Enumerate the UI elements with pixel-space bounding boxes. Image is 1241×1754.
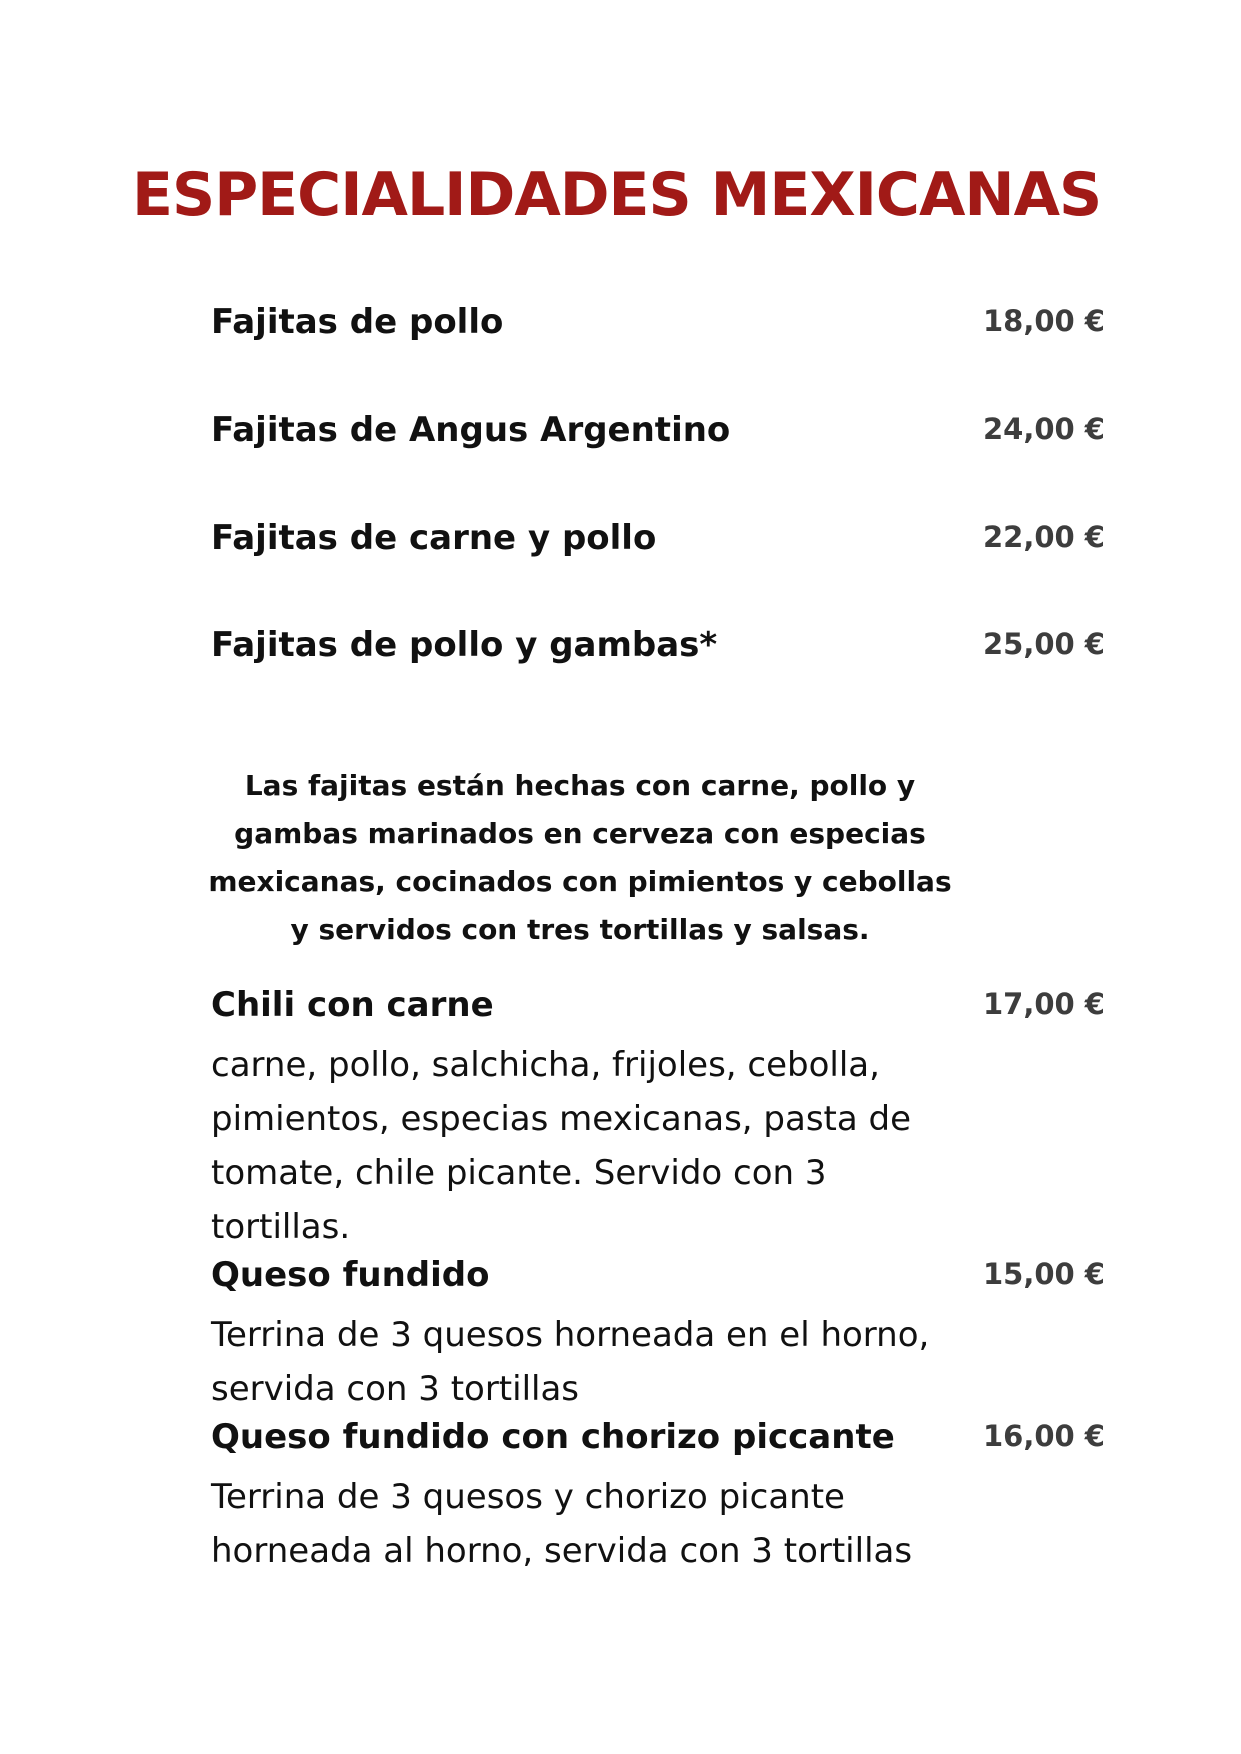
item-price: 22,00 € [982,520,1105,554]
menu-item-fajitas-pollo [211,302,1105,358]
menu-item-chili-con-carne [211,985,1105,1247]
item-price: 24,00 € [982,412,1105,446]
item-name: Queso fundido con chorizo piccante [211,1417,895,1457]
menu-item-fajitas-angus [211,410,1105,466]
page-title: ESPECIALIDADES MEXICANAS [132,160,1102,230]
item-price: 25,00 € [982,627,1105,661]
item-price: 17,00 € [982,987,1105,1021]
item-description: carne, pollo, salchicha, frijoles, cebolla, pimientos, especias mexicanas, pasta de tomate, chile picante. Servido con 3 tortillas. [211,1045,912,1247]
item-name: Chili con carne [211,985,494,1025]
menu-item-queso-fundido [211,1255,1105,1409]
item-description: Terrina de 3 quesos horneada en el horno, servida con 3 tortillas [211,1315,930,1409]
item-description: Terrina de 3 quesos y chorizo picante horneada al horno, servida con 3 tortillas [211,1477,913,1571]
menu-item-fajitas-pollo-gambas [211,625,1105,681]
item-name: Fajitas de carne y pollo [211,518,657,558]
fajitas-note: Las fajitas están hechas con carne, pollo y gambas marinados en cerveza con especias mexicanas, cocinados con pimientos y cebollas y servidos con tres tortillas y salsas. [208,769,952,946]
item-name: Queso fundido [211,1255,490,1295]
item-price: 15,00 € [982,1257,1105,1291]
item-price: 16,00 € [982,1419,1105,1453]
menu-item-fajitas-carne-pollo [211,518,1105,574]
item-name: Fajitas de pollo y gambas* [211,625,718,665]
item-price: 18,00 € [982,304,1105,338]
menu-item-queso-fundido-chorizo [211,1417,1105,1571]
item-name: Fajitas de Angus Argentino [211,410,731,450]
item-name: Fajitas de pollo [211,302,504,342]
